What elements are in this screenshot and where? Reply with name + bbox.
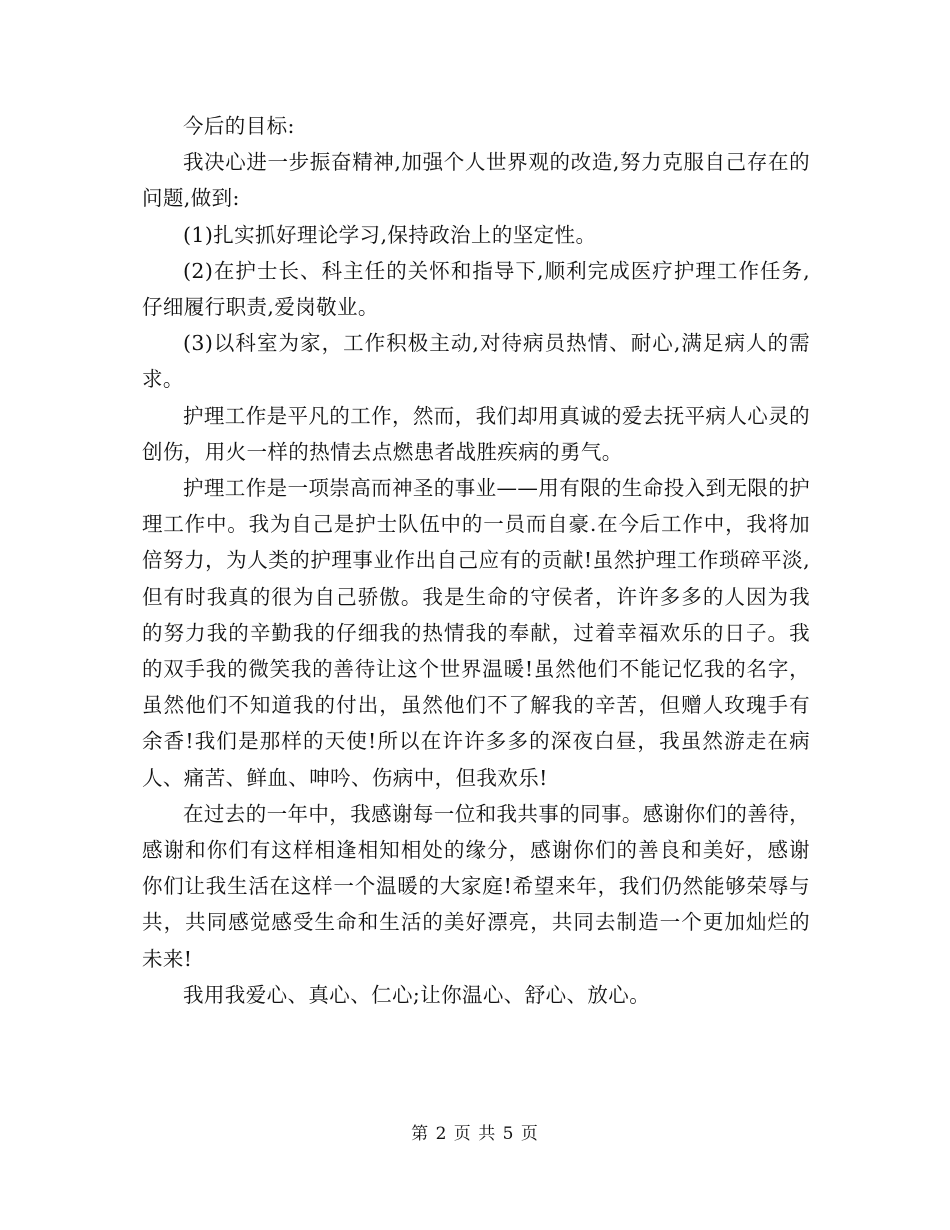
document-body [142,108,810,1013]
page-number-footer: 第 2 页 共 5 页 [411,1124,539,1144]
paragraph-nursing-ordinary: 护理工作是平凡的工作，然而，我们却用真诚的爱去抚平病人心灵的创伤，用火一样的热情去点燃患者战胜疾病的勇气。 [142,403,810,464]
paragraph-item-2: (2)在护士长、科主任的关怀和指导下,顺利完成医疗护理工作任务,仔细履行职责,爱岗敬业。 [142,258,810,320]
paragraph-item-3: (3)以科室为家，工作积极主动,对待病员热情、耐心,满足病人的需求。 [142,331,810,392]
paragraph-goals-heading: 今后的目标: [183,114,295,138]
paragraph-nursing-noble: 护理工作是一项崇高而神圣的事业——用有限的生命投入到无限的护理工作中。我为自己是护士队伍中的一员而自豪.在今后工作中，我将加倍努力，为人类的护理事业作出自己应有的贡献!虽然护理工作琐碎平淡,但有时我真的很为自己骄傲。我是生命的守侯者，许许多多的人因为我的努力我的辛勤我的仔细我的热情我的奉献，过着幸福欢乐的日子。我的双手我的微笑我的善待让这个世界温暖!虽然他们不能记忆我的名字，虽然他们不知道我的付出，虽然他们不了解我的辛苦，但赠人玫瑰手有余香!我们是那样的天使!所以在许许多多的深夜白昼，我虽然游走在病人、痛苦、鲜血、呻吟、伤病中，但我欢乐! [142,476,810,790]
paragraph-item-1: (1)扎实抓好理论学习,保持政治上的坚定性。 [183,222,597,247]
paragraph-resolution: 我决心进一步振奋精神,加强个人世界观的改造,努力克服自己存在的问题,做到: [142,150,810,211]
paragraph-closing: 我用我爱心、真心、仁心;让你温心、舒心、放心。 [183,982,651,1007]
paragraph-thanks-colleagues: 在过去的一年中，我感谢每一位和我共事的同事。感谢你们的善待，感谢和你们有这样相逢相知相处的缘分，感谢你们的善良和美好，感谢你们让我生活在这样一个温暖的大家庭!希望来年，我们仍然能够荣辱与共，共同感觉感受生命和生活的美好漂亮，共同去制造一个更加灿烂的未来! [142,801,810,971]
